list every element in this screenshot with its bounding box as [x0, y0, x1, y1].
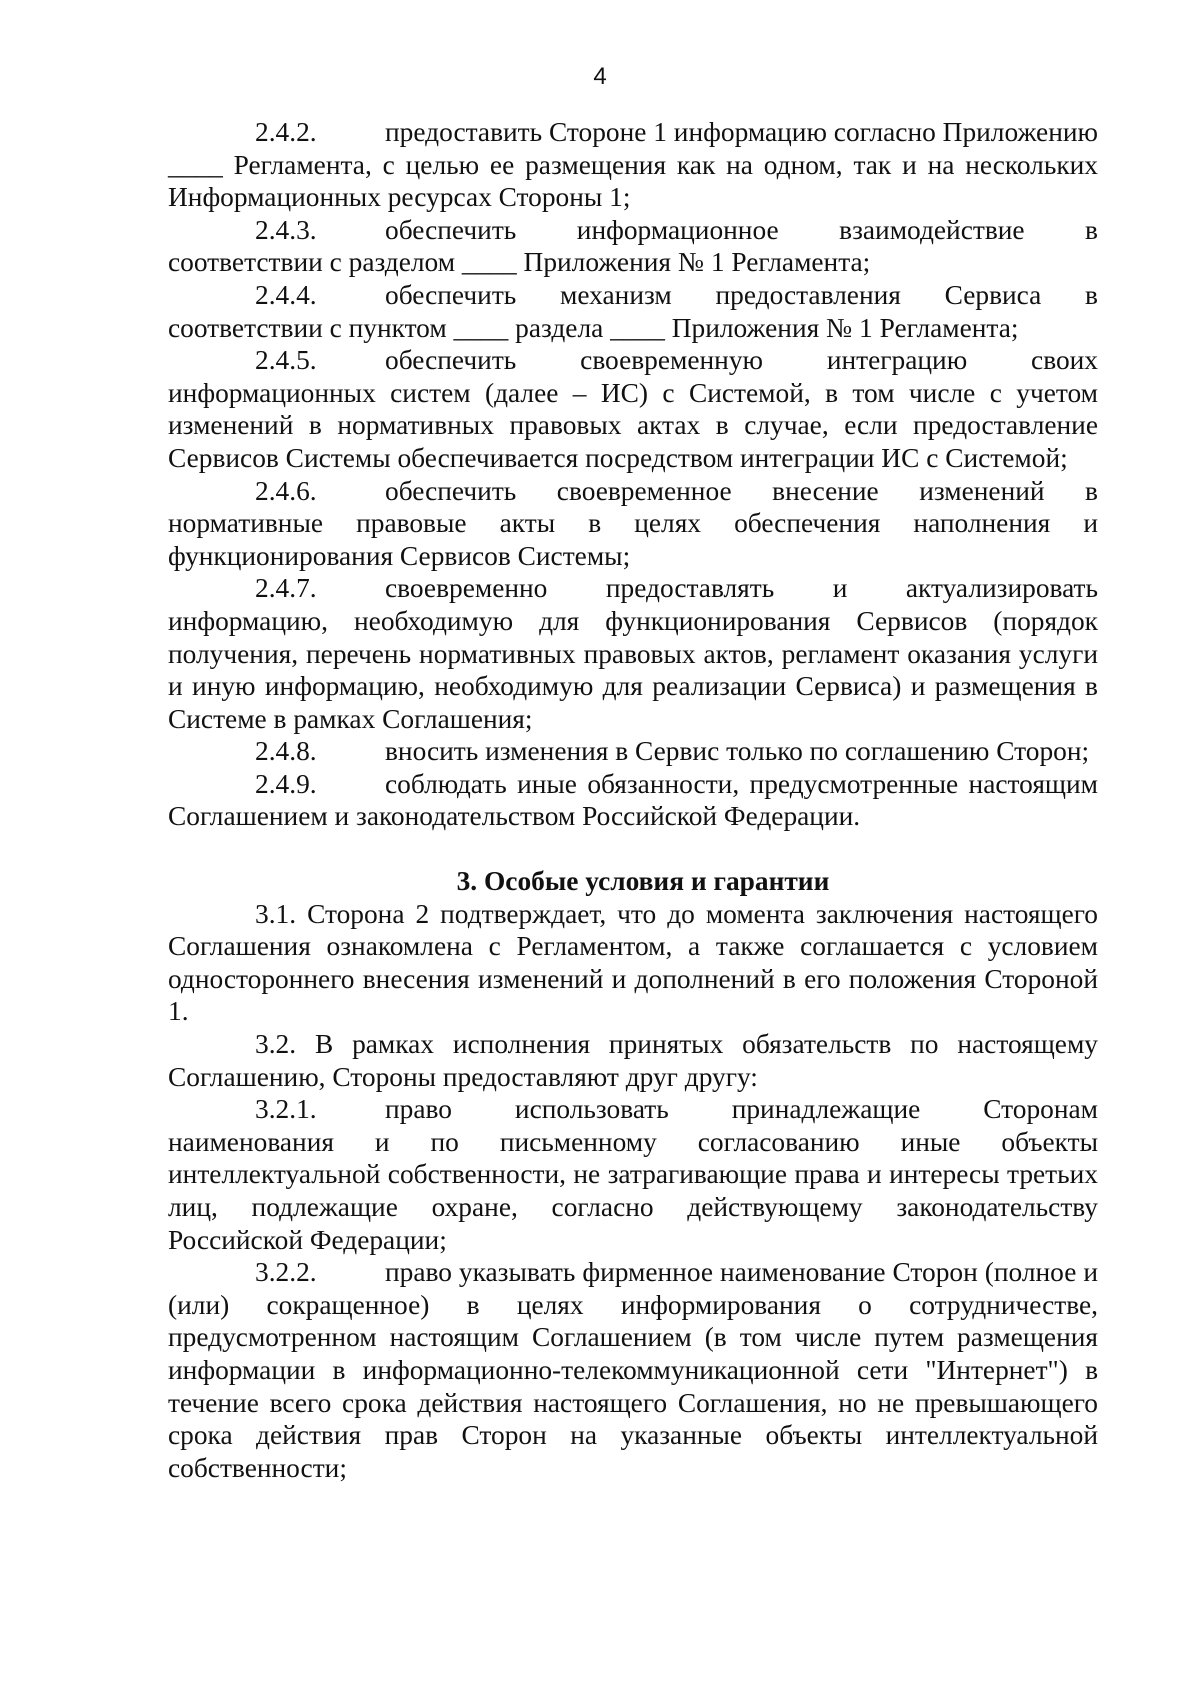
clause-text: право использовать принадлежащие Сторонам наименования и по письменному согласованию иные объекты интеллектуальной собственности, не затрагивающие права и интересы третьих лиц, подлежащие охране, согласно действующему законодательству Российской Федерации;	[168, 1094, 1098, 1255]
clause-text: обеспечить своевременную интеграцию своих информационных систем (далее – ИС) с Системой, в том числе с учетом изменений в нормативных правовых актах в случае, если предоставление Сервисов Системы обеспечивается посредством интеграции ИС с Системой;	[168, 345, 1098, 473]
clause-number: 2.4.2.	[255, 117, 317, 147]
clause-number: 2.4.9.	[255, 768, 317, 799]
clause-text: вносить изменения в Сервис только по соглашению Сторон;	[385, 736, 1090, 767]
clause-number: 2.4.7.	[255, 573, 317, 604]
document-body	[168, 116, 1098, 1484]
clause-text: соблюдать иные обязанности, предусмотренные настоящим Соглашением и законодательством Российской Федерации.	[168, 768, 1098, 832]
clause-2-4-8	[168, 735, 1098, 768]
clause-2-4-3	[168, 214, 1098, 279]
clause-text: обеспечить механизм предоставления Сервиса в соответствии с пунктом ____ раздела ____ Приложения № 1 Регламента;	[168, 279, 1098, 343]
section-spacer	[168, 833, 1098, 865]
clause-number: 2.4.3.	[255, 214, 317, 245]
clause-number: 3.2.1.	[255, 1094, 317, 1125]
clause-number: 2.4.6.	[255, 475, 317, 506]
clause-3-2: 3.2. В рамках исполнения принятых обязательств по настоящему Соглашению, Стороны предоставляют друг другу:	[168, 1029, 1098, 1092]
page-number: 4	[593, 63, 607, 90]
clause-text: обеспечить информационное взаимодействие в соответствии с разделом ____ Приложения № 1 Регламента;	[168, 214, 1098, 278]
clause-text: право указывать фирменное наименование Сторон (полное и (или) сокращенное) в целях информирования о сотрудничестве, предусмотренном настоящим Соглашением (в том числе путем размещения информации в информационно-телекоммуникационной сети "Интернет") в течение всего срока действия настоящего Соглашения, но не превышающего срока действия прав Сторон на указанные объекты интеллектуальной собственности;	[168, 1257, 1098, 1483]
clause-2-4-7	[168, 572, 1098, 735]
clause-2-4-2	[168, 116, 1098, 214]
clause-2-4-6	[168, 475, 1098, 573]
clause-number: 2.4.4.	[255, 279, 317, 310]
clause-2-4-5	[168, 344, 1098, 474]
clause-2-4-9	[168, 768, 1098, 833]
clause-3-1: 3.1. Сторона 2 подтверждает, что до момента заключения настоящего Соглашения ознакомлена с Регламентом, а также соглашается с условием одностороннего внесения изменений и дополнений в его положения Стороной 1.	[168, 898, 1098, 1027]
clause-number: 2.4.8.	[255, 736, 317, 767]
clause-text: своевременно предоставлять и актуализировать информацию, необходимую для функционирования Сервисов (порядок получения, перечень нормативных правовых актов, регламент оказания услуги и иную информацию, необходимую для реализации Сервиса) и размещения в Системе в рамках Соглашения;	[168, 573, 1098, 734]
clause-3-2-1	[168, 1093, 1098, 1256]
clause-text: предоставить Стороне 1 информацию согласно Приложению ____ Регламента, с целью ее размещения как на одном, так и на нескольких Информационных ресурсах Стороны 1;	[168, 117, 1098, 213]
section-3-heading: 3. Особые условия и гарантии	[456, 866, 830, 897]
clause-number: 2.4.5.	[255, 345, 317, 376]
clause-3-2-2	[168, 1256, 1098, 1484]
clause-text: обеспечить своевременное внесение изменений в нормативные правовые акты в целях обеспечения наполнения и функционирования Сервисов Системы;	[168, 475, 1098, 571]
clause-number: 3.2.2.	[255, 1257, 317, 1288]
clause-2-4-4	[168, 279, 1098, 344]
